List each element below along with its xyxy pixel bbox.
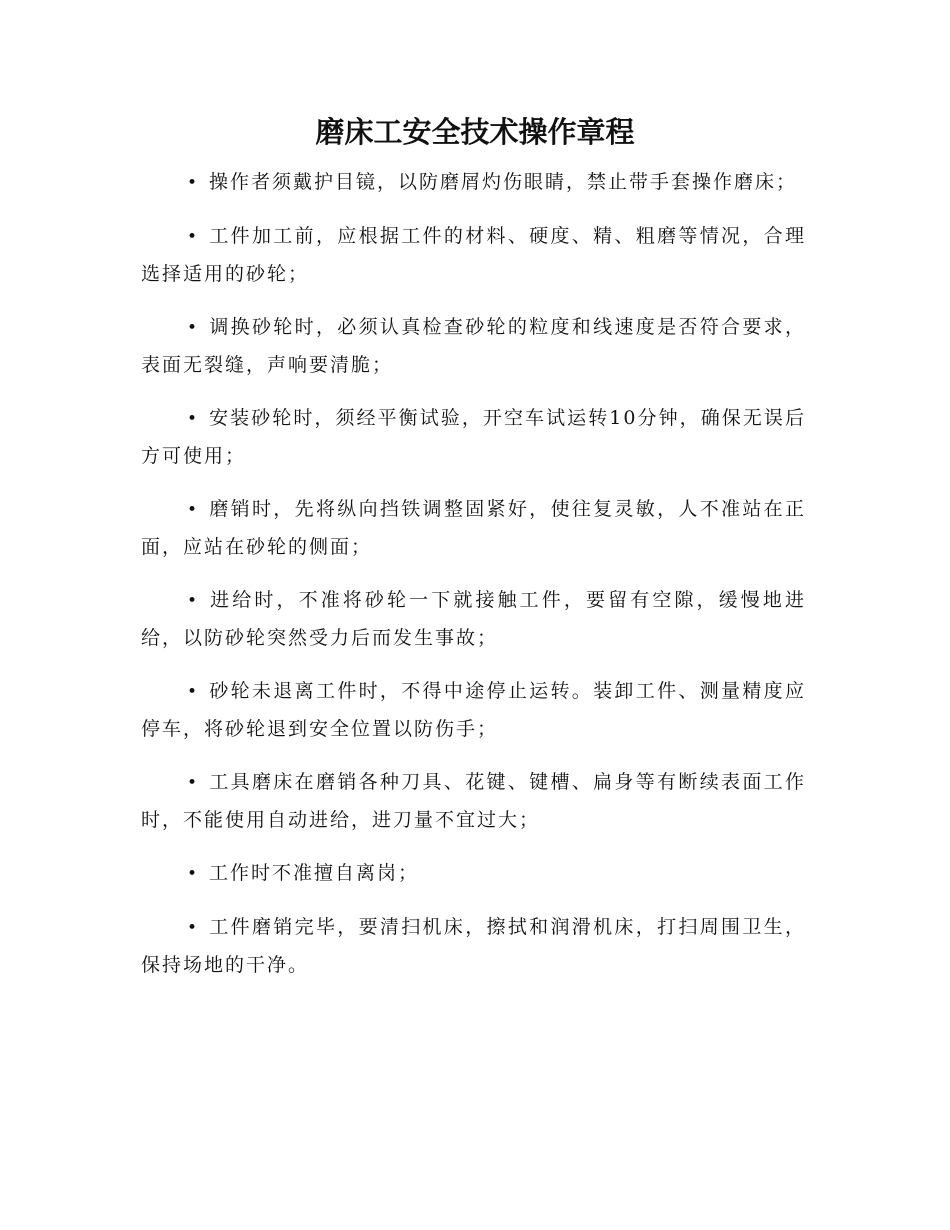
rule-text: 磨销时，先将纵向挡铁调整固紧好，使往复灵敏，人不准站在正面，应站在砂轮的侧面； [141,498,806,558]
bullet-icon: • [187,773,200,793]
rule-item [141,673,806,748]
rule-item [141,309,806,384]
rule-text: 工件加工前，应根据工件的材料、硬度、精、粗磨等情况，合理选择适用的砂轮； [141,225,806,285]
rule-text: 工作时不准擅自离岗； [209,862,420,884]
bullet-icon: • [187,173,200,193]
bullet-icon: • [187,918,200,938]
bullet-icon: • [187,864,200,884]
rule-text: 安装砂轮时，须经平衡试验，开空车试运转10分钟，确保无误后方可使用； [141,407,806,467]
rule-text: 调换砂轮时，必须认真检查砂轮的粒度和线速度是否符合要求，表面无裂缝，声响要清脆； [141,316,806,376]
rule-item [141,491,806,566]
rule-text: 进给时，不准将砂轮一下就接触工件，要留有空隙，缓慢地进给，以防砂轮突然受力后而发生事故； [141,589,806,649]
bullet-icon: • [187,227,200,247]
rule-item [141,218,806,293]
rule-text: 操作者须戴护目镜，以防磨屑灼伤眼睛，禁止带手套操作磨床； [209,171,798,193]
rule-text: 工件磨销完毕，要清扫机床，擦拭和润滑机床，打扫周围卫生，保持场地的干净。 [141,916,806,976]
bullet-icon: • [187,682,200,702]
rule-item [141,909,806,984]
document-title: 磨床工安全技术操作章程 [315,115,635,149]
bullet-icon: • [187,409,200,429]
bullet-icon: • [187,500,200,520]
rule-item [141,400,806,475]
bullet-icon: • [187,591,200,611]
rule-item [141,164,806,202]
rules-list [141,164,806,1000]
rule-item [141,582,806,657]
rule-text: 砂轮未退离工件时，不得中途停止运转。装卸工件、测量精度应停车，将砂轮退到安全位置以防伤手； [141,680,806,740]
bullet-icon: • [187,318,200,338]
rule-item [141,764,806,839]
rule-text: 工具磨床在磨销各种刀具、花键、键槽、扁身等有断续表面工作时，不能使用自动进给，进刀量不宜过大； [141,771,806,831]
rule-item [141,855,806,893]
